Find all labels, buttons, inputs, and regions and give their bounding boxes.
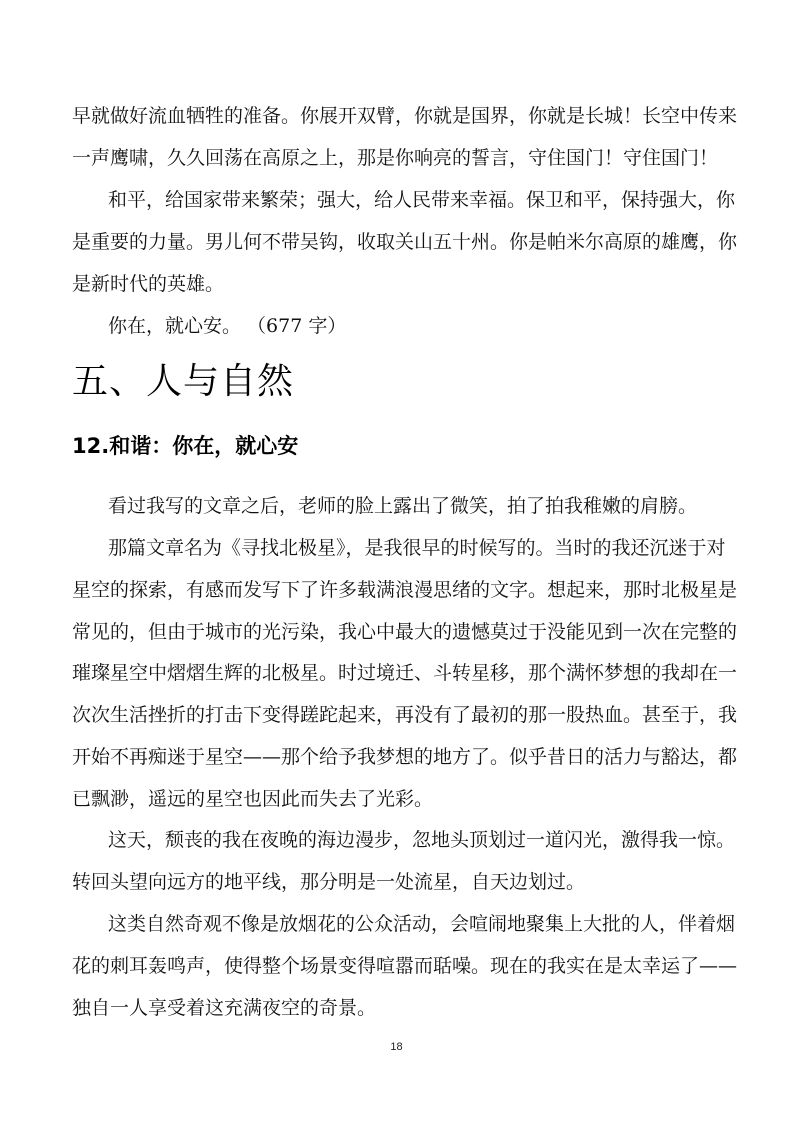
page-number: 18: [390, 1041, 403, 1053]
text-line: 和平，给国家带来繁荣；强大，给人民带来幸福。保卫和平，保持强大，你: [108, 189, 736, 211]
text-line: 已飘渺，遥远的星空也因此而失去了光彩。: [72, 788, 434, 810]
text-line: 星空的探索，有感而发写下了许多载满浪漫思绪的文字。想起来，那时北极星是: [72, 579, 738, 601]
text-line: 璀璨星空中熠熠生辉的北极星。时过境迁、斗转星移，那个满怀梦想的我却在一: [72, 662, 738, 684]
text-line: 那篇文章名为《寻找北极星》，是我很早的时候写的。当时的我还沉迷于对: [108, 537, 726, 559]
closing-line: 你在，就心安。 （677 字）: [108, 315, 347, 337]
text-line: 一声鹰啸，久久回荡在高原之上，那是你响亮的誓言，守住国门！守住国门！: [72, 147, 719, 169]
section-title: 五、人与自然: [72, 361, 295, 402]
text-line: 独自一人享受着这充满夜空的奇景。: [72, 997, 377, 1019]
text-line: 转回头望向远方的地平线，那分明是一处流星，自天边划过。: [72, 871, 586, 893]
text-line: 次次生活挫折的打击下变得蹉跎起来，再没有了最初的那一股热血。甚至于，我: [72, 704, 738, 726]
article-title: 12.和谐：你在，就心安: [72, 434, 299, 458]
text-line: 这类自然奇观不像是放烟花的公众活动，会喧闹地聚集上大批的人，伴着烟: [108, 913, 736, 935]
text-line: 是新时代的英雄。: [72, 273, 225, 295]
text-line: 早就做好流血牺牲的准备。你展开双臂，你就是国界，你就是长城！长空中传来: [72, 105, 738, 127]
text-line: 花的刺耳轰鸣声，使得整个场景变得喧嚣而聒噪。现在的我实在是太幸运了——: [72, 955, 738, 977]
text-line: 开始不再痴迷于星空——那个给予我梦想的地方了。似乎昔日的活力与豁达，都: [72, 746, 738, 768]
text-line: 常见的，但由于城市的光污染，我心中最大的遗憾莫过于没能见到一次在完整的: [72, 621, 738, 643]
text-line: 是重要的力量。男儿何不带吴钩，收取关山五十州。你是帕米尔高原的雄鹰，你: [72, 231, 738, 253]
text-line: 看过我写的文章之后，老师的脸上露出了微笑，拍了拍我稚嫩的肩膀。: [108, 495, 698, 517]
text-line: 这天，颓丧的我在夜晚的海边漫步，忽地头顶划过一道闪光，激得我一惊。: [108, 829, 736, 851]
